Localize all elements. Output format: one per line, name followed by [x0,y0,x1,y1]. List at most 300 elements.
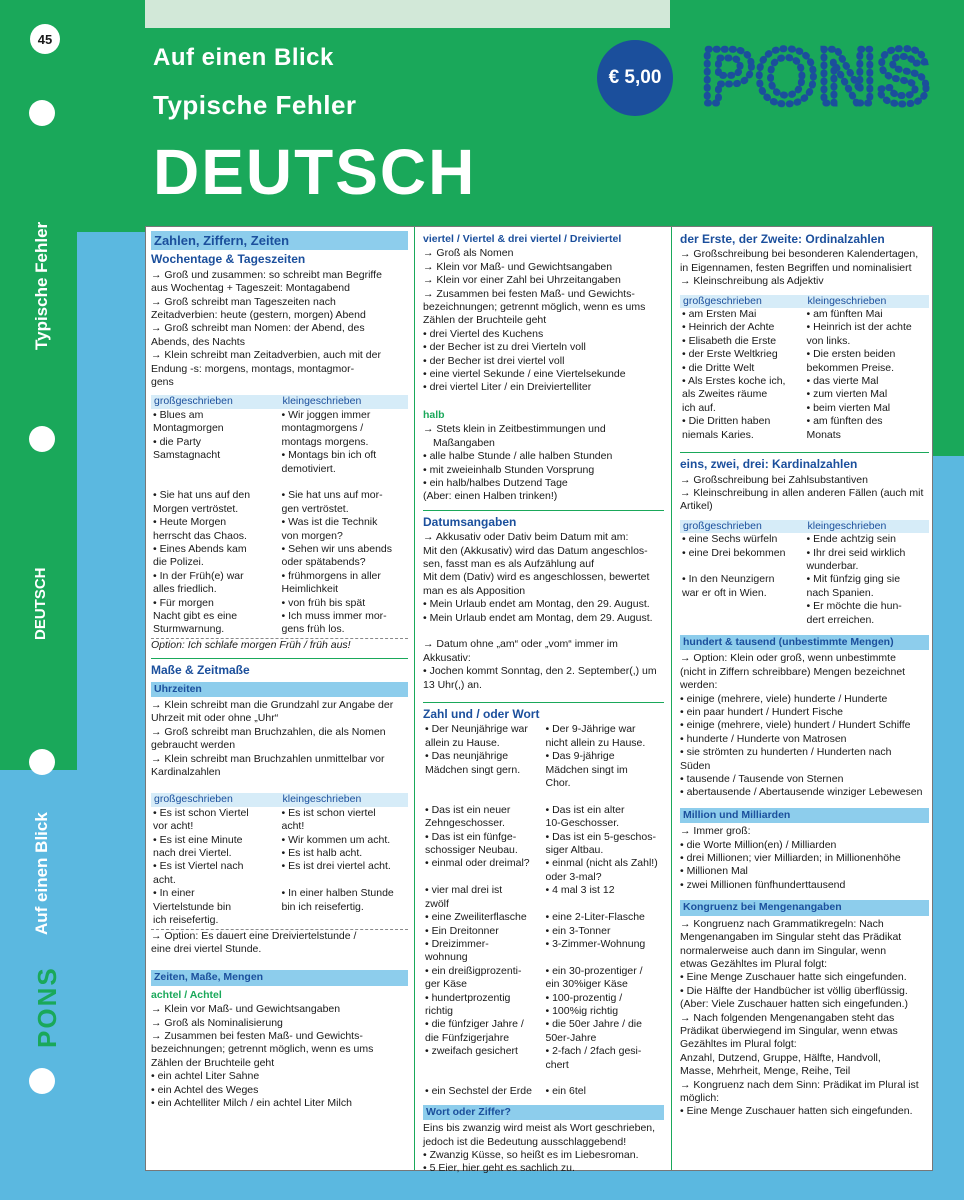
text-line: → Klein schreibt man Zeitadverbien, auch mit der [151,349,381,362]
text-line: gebraucht werden [151,739,236,752]
table-header [680,295,929,308]
text-line: Zählen der Bruchteile geht [151,1056,275,1069]
text-line: ich auf. [682,401,716,414]
text-line: • Das ist ein alter [545,803,625,816]
text-line: jedoch ist die Bedeutung ausschlaggebend! [423,1135,627,1148]
text-line: Morgen vertröstet. [153,502,239,515]
option-note [151,930,408,957]
text-block [680,248,929,288]
subheading: achtel / Achtel [151,988,222,1001]
col-head: kleingeschrieben [282,793,362,806]
text-line: • Das neunjährige [425,750,509,763]
text-line: • vier mal drei ist [425,884,503,897]
text-line: • eine viertel Sekunde / eine Viertelsekunde [423,368,626,381]
text-line: • 2-fach / 2fach gesi- [545,1045,642,1058]
text-line: • Heinrich der Achte [682,321,775,334]
text-line: • ein 30-prozentiger / [545,964,643,977]
text-line: • Was ist die Technik [281,516,378,529]
text-line: war er oft in Wien. [682,586,767,599]
text-line [282,914,409,927]
header-tab [145,0,670,28]
text-block [680,652,929,799]
text-line: • Wir kommen um acht. [281,833,391,846]
text-line: • die Party [153,435,202,448]
text-line: Mengenangaben im Singular steht das Prädikat [680,931,902,944]
text-line: • Das 9-jährige [545,750,615,763]
text-line: bin ich reisefertig. [281,900,364,913]
text-line: Mit den (Akkusativ) wird das Datum angeschlos- [423,544,648,557]
table-col [280,409,409,637]
text-line: ger Käse [425,978,468,991]
text-line: Nacht gibt es eine [153,609,238,622]
text-block [680,474,929,514]
text-line: • Sehen wir uns abends [281,542,392,555]
text-line: (Aber: Viele Zuschauer hatten sich eingefunden.) [680,998,909,1011]
text-line: • frühmorgens in aller [281,569,381,582]
pons-logo [702,37,940,113]
table-header [151,395,408,408]
text-line: • Es ist schon Viertel [153,806,249,819]
table-col [805,308,930,442]
text-line: (nicht in Ziffern schreibbare) Mengen bezeichnet [680,665,906,678]
page-title: DEUTSCH [153,136,477,208]
header-line1: Auf einen Blick [153,44,334,71]
text-line: nach drei Viertel. [153,847,232,860]
text-line: • Mein Urlaub endet am Montag, dem 29. August. [423,611,653,624]
text-line: • eine Sechs würfeln [682,533,778,546]
text-line: • Elisabeth die Erste [682,334,777,347]
text-line: → Großschreibung bei besonderen Kalendertagen, [680,248,919,261]
text-line: • Die Hälfte der Handbücher ist völlig überflüssig. [680,984,908,997]
text-line [682,614,805,627]
text-line: • die Dritte Welt [682,361,755,374]
text-line: → Klein vor Maß- und Gewichtsangaben [151,1003,341,1016]
text-line: → Kongruenz nach dem Sinn: Prädikat im Plural ist [680,1078,919,1091]
text-line: bezeichnungen; getrennt möglich, wenn es ums [423,301,646,314]
text-line: Monats [806,428,841,441]
table-header [151,793,408,806]
text-line: • Der Neunjährige war [425,723,528,736]
text-line: → Nach folgenden Mengenangaben steht das [680,1011,895,1024]
text-line: → Datum ohne „am“ oder „vom“ immer im [423,638,618,651]
binder-hole [29,749,55,775]
text-line: gens früh los. [281,623,345,636]
text-line [425,777,544,790]
text-line: • Mit fünfzig ging sie [806,573,901,586]
text-line: • Jochen kommt Sonntag, den 2. September(,) um [423,665,657,678]
text-line: Sturmwarnung. [153,623,225,636]
table-col [544,723,665,1098]
text-block [151,269,408,390]
text-line: → Groß und zusammen: so schreibt man Begriffe [151,268,382,281]
text-line [153,463,280,476]
text-line: • Sie hat uns auf den [153,489,251,502]
text-line: • ein dreißigprozenti- [425,964,522,977]
text-line: • ein Sechstel der Erde [425,1085,532,1098]
text-block [151,1003,408,1110]
text-line: • Montags bin ich oft [281,449,377,462]
text-line: • Es ist Viertel nach [153,860,244,873]
text-line: Artikel) [680,500,713,513]
col-head: kleingeschrieben [807,519,887,532]
table [680,533,929,627]
text-line [546,790,665,803]
text-line [546,951,665,964]
bar-heading: Uhrzeiten [151,682,408,697]
content-card [145,226,933,1175]
page-number: 45 [30,24,60,54]
text-line: Mädchen singt gern. [425,763,521,776]
text-line: • Es ist schon viertel [281,806,376,819]
text-line: Prädikat überwiegend im Singular, wenn etwas [680,1024,898,1037]
text-line: • Ich muss immer mor- [281,609,387,622]
text-line: Akkusativ: [423,651,471,664]
text-line: • Für morgen [153,596,214,609]
text-line: von links. [806,334,851,347]
text-line: allein zu Hause. [425,736,500,749]
sidebar-label-mid: DEUTSCH [32,567,49,640]
table-header [680,520,929,533]
text-line: gen vertröstet. [281,502,349,515]
text-line: chert [545,1058,569,1071]
col-head: großgeschrieben [683,519,762,532]
text-line: • 100%ig richtig [545,1004,619,1017]
table-col [280,807,409,928]
column-1 [151,227,408,1170]
text-line [282,874,409,887]
text-line: dert erreichen. [806,613,875,626]
price-badge: € 5,00 [597,40,673,116]
text-block [423,247,664,394]
text-line: • Wir joggen immer [281,408,371,421]
subheading: halb [423,408,445,421]
text-line: • von früh bis spät [281,596,366,609]
col-head: großgeschrieben [154,395,233,408]
table [151,409,408,637]
text-line: die Fünfzigerjahre [425,1031,510,1044]
text-line: wohnung [425,951,468,964]
bar-heading: Million und Milliarden [680,808,929,823]
text-line: nach Spanien. [806,586,874,599]
text-line: • der Becher ist zu drei Vierteln voll [423,341,586,354]
bar-heading: Kongruenz bei Mengenangaben [680,900,929,915]
text-line: • alle halbe Stunde / alle halben Stunden [423,450,613,463]
text-line: normalerweise auch dann im Singular, wenn [680,944,887,957]
text-line: • drei viertel Liter / ein Dreiviertelliter [423,381,592,394]
bar-heading: hundert & tausend (unbestimmte Mengen) [680,635,929,650]
binder-hole [29,1068,55,1094]
text-line: → Klein vor Maß- und Gewichtsangaben [423,260,613,273]
text-line: → Immer groß: [680,825,751,838]
text-line: ich reisefertig. [153,914,219,927]
col-head: kleingeschrieben [282,395,362,408]
text-line: • Es ist halb acht. [281,847,363,860]
text-line: in Eigennamen, festen Begriffen und nominalisiert [680,261,912,274]
text-line: • Blues am [153,408,204,421]
text-line: → Zusammen bei festen Maß- und Gewichts- [151,1029,363,1042]
text-line: Eins bis zwanzig wird meist als Wort geschrieben, [423,1122,656,1135]
text-line: • drei Viertel des Kuchens [423,327,544,340]
text-line: → Groß schreibt man Bruchzahlen, die als Nomen [151,725,386,738]
text-line: aus Wochentag + Tageszeit: Montagabend [151,282,350,295]
subheading: Zahl und / oder Wort [423,707,540,721]
text-line: • 5 Eier, hier geht es sachlich zu. [423,1162,575,1175]
text-line: • 100-prozentig / [545,991,623,1004]
text-line: • Ihr drei seid wirklich [806,546,906,559]
text-line: zwölf [425,897,449,910]
sidebar-logo: PONS [32,966,62,1048]
text-line: • Der 9-Jährige war [545,723,636,736]
text-line: • Heute Morgen [153,516,227,529]
binder-hole [29,100,55,126]
col-head: großgeschrieben [154,793,233,806]
text-line: • ein achtel Liter Sahne [151,1070,260,1083]
text-line: → Kongruenz nach Grammatikregeln: Nach [680,917,884,930]
table-col [680,533,805,627]
text-line: → Groß als Nomen [423,247,514,260]
subheading: eins, zwei, drei: Kardinalzahlen [680,457,858,472]
text-line: • der Erste Weltkrieg [682,348,778,361]
text-line: ein 30%iger Käse [545,978,628,991]
text-line: → Klein vor einer Zahl bei Uhrzeitangaben [423,274,621,287]
text-line: • Zwanzig Küsse, so heißt es im Liebesroman. [423,1149,639,1161]
text-line: • Eine Menge Zuschauer hatten sich eingefunden. [680,1105,913,1118]
text-line: → Klein schreibt man die Grundzahl zur Angabe der [151,699,394,711]
text-line: niemals Karies. [682,428,754,441]
text-line: • die 50er Jahre / die [545,1018,642,1031]
text-line: • am fünften des [806,415,883,428]
text-line: • Eine Menge Zuschauer hatte sich eingefunden. [680,971,907,984]
text-line: Viertelstunde bin [153,900,232,913]
text-line: • zwei Millionen fünfhunderttausend [680,878,846,891]
text-line: • einmal oder dreimal? [425,857,530,870]
text-line: Zählen der Bruchteile geht [423,314,547,327]
text-line: • ein Achtelliter Milch / ein achtel Liter Milch [151,1096,352,1109]
text-line: • einmal (nicht als Zahl!) [545,857,658,870]
text-line: • In den Neunzigern [682,573,775,586]
text-line: bekommen Preise. [806,361,895,374]
text-line: Chor. [545,777,571,790]
text-line: • Er möchte die hun- [806,600,902,613]
text-line: montags morgens. [281,435,369,448]
col-head: kleingeschrieben [807,294,887,307]
text-line: → Option: Es dauert eine Dreiviertelstunde / [151,929,357,942]
table [151,807,408,928]
text-line [546,898,665,911]
text-line: eine drei viertel Stunde. [151,942,262,955]
text-line: → Kleinschreibung in allen anderen Fällen (auch mit [680,486,924,499]
text-line: → Klein schreibt man Bruchzahlen unmittelbar vor [151,752,385,765]
text-line: oder 3-mal? [545,870,602,883]
text-line: • In einer [153,887,195,900]
sidebar-label-bottom: Auf einen Blick [32,812,51,935]
text-line: Anzahl, Dutzend, Gruppe, Hälfte, Handvoll, [680,1051,881,1064]
text-line: • die fünfziger Jahre / [425,1018,524,1031]
text-line: herrscht das Chaos. [153,529,247,542]
text-line: von morgen? [281,529,343,542]
text-block [423,423,664,503]
text-line: • Ein Dreitonner [425,924,499,937]
text-line: Samstagnacht [153,449,221,462]
binder-hole [29,426,55,452]
text-line: → Akkusativ oder Dativ beim Datum mit am: [423,531,629,544]
text-line: • In der Früh(e) war [153,569,244,582]
table-col [151,807,280,928]
text-line: • Die ersten beiden [806,348,896,361]
text-line: montagmorgens / [281,422,364,435]
text-line: • zum vierten Mal [806,388,888,401]
text-block [680,825,929,892]
text-block [423,1122,664,1176]
text-line: • einige (mehrere, viele) hunderte / Hunderte [680,692,888,705]
text-line: • hunderte / Hunderte von Matrosen [680,732,847,745]
text-line: Mädchen singt im [545,763,628,776]
text-line: nicht allein zu Hause. [545,736,646,749]
text-line: • hundertprozentig [425,991,511,1004]
text-line: • die Worte Million(en) / Milliarden [680,838,837,851]
text-line [282,476,409,489]
text-line: Endung -s: morgens, montags, montagmor- [151,362,355,375]
text-line [682,560,805,573]
text-line: oder spätabends? [281,556,366,569]
text-line: Abends, des Nachts [151,335,245,348]
sidebar-green-band [0,0,77,440]
subheading: Maße & Zeitmaße [151,663,250,678]
text-line: • ein 3-Tonner [545,924,611,937]
table [423,723,664,1098]
text-line: Masse, Mehrheit, Menge, Reihe, Teil [680,1065,851,1078]
table-col [151,409,280,637]
text-line: • Es ist eine Minute [153,833,243,846]
text-line: Zehngeschosser. [425,817,505,830]
text-line: • Die Dritten haben [682,415,771,428]
text-line: schossiger Neubau. [425,844,518,857]
text-line: • beim vierten Mal [806,401,891,414]
text-line: werden: [680,679,718,692]
text-line: etwas Gezähltes im Plural folgt: [680,957,828,970]
text-line: vor acht! [153,820,194,833]
text-line: • Dreizimmer- [425,937,489,950]
text-line: → Option: Klein oder groß, wenn unbestimmte [680,652,896,665]
text-block [680,918,929,1119]
text-block [151,699,408,779]
text-line: • tausende / Tausende von Sternen [680,773,844,786]
text-line: • Das ist ein fünfge- [425,830,517,843]
text-line: möglich: [680,1091,720,1104]
table-col [680,308,805,442]
text-line: • Das ist ein 5-geschos- [545,830,656,843]
bar-heading: Wort oder Ziffer? [423,1105,664,1120]
table-col [805,533,930,627]
subheading: Wochentage & Tageszeiten [151,252,306,267]
text-line: acht! [281,820,305,833]
text-line: 10-Geschosser. [545,817,620,830]
text-line: • mit zweieinhalb Stunden Vorsprung [423,463,595,476]
text-line: Heimlichkeit [281,583,339,596]
text-line: • am Ersten Mai [682,308,757,321]
text-line: → Kleinschreibung als Adjektiv [680,275,824,288]
text-line: als Zweites räume [682,388,768,401]
text-line: bezeichnungen; getrennt möglich, wenn es ums [151,1043,374,1056]
right-edge-band [933,226,964,456]
text-line: • zweifach gesichert [425,1045,518,1058]
text-line [425,1072,544,1085]
column-2 [414,227,664,1175]
text-line: gens [151,376,174,389]
text-line: • Eines Abends kam [153,542,247,555]
text-line: die Polizei. [153,556,204,569]
text-line: • In einer halben Stunde [281,887,394,900]
text-line: • 3-Zimmer-Wohnung [545,937,646,950]
text-line: • Mein Urlaub endet am Montag, den 29. August. [423,598,650,611]
text-line: man es als Apposition [423,584,526,597]
text-line: Mit dem (Dativ) wird es angeschlossen, bewertet [423,571,650,584]
text-line: 50er-Jahre [545,1031,597,1044]
table-col [423,723,544,1098]
subheading: der Erste, der Zweite: Ordinalzahlen [680,232,885,246]
text-line: Montagmorgen [153,422,224,435]
text-block [423,531,664,692]
option-note: Option: Ich schlafe morgen Früh / früh aus! [151,638,351,651]
logo-text: PONS [702,37,932,113]
text-line: → Zusammen bei festen Maß- und Gewichts- [423,287,635,300]
text-line: • Das ist ein neuer [425,803,511,816]
subheading: Datumsangaben [423,514,517,529]
text-line [425,1059,544,1072]
sidebar [0,0,77,1200]
sidebar-label-top: Typische Fehler [32,221,51,350]
text-line: (Aber: einen Halben trinken!) [423,490,558,503]
text-line: Gezähltes im Plural folgt: [680,1038,797,1051]
text-line: • der Becher ist drei viertel voll [423,354,565,367]
text-line: • Es ist drei viertel acht. [281,860,391,873]
text-line: → Groß schreibt man Tageszeiten nach [151,295,336,308]
text-line: • eine 2-Liter-Flasche [545,911,645,924]
text-line: • sie strömten zu hunderten / Hunderten nach [680,746,892,759]
bar-heading: Zeiten, Maße, Mengen [151,970,408,985]
text-line: • Ende achtzig sein [806,533,896,546]
text-line [546,1072,665,1085]
text-line: • ein paar hundert / Hundert Fische [680,706,844,718]
text-line: → Groß schreibt man Nomen: der Abend, des [151,322,365,335]
text-line: wunderbar. [806,559,859,572]
text-line [153,476,280,489]
text-line [423,625,664,638]
text-line: • Sie hat uns auf mor- [281,489,383,502]
text-line: • einige (mehrere, viele) hundert / Hundert Schiffe [680,719,911,732]
text-line: Süden [680,759,711,772]
text-line: • ein 6tel [545,1085,586,1098]
section-title: Zahlen, Ziffern, Zeiten [151,231,408,250]
text-line: → Großschreibung bei Zahlsubstantiven [680,473,868,486]
text-line: demotiviert. [281,462,336,475]
table [680,308,929,442]
text-line: • abertausende / Abertausende winziger Lebewesen [680,786,923,799]
text-line: Uhrzeit mit oder ohne „Uhr“ [151,712,279,725]
text-line: Kardinalzahlen [151,766,221,779]
text-line: Zeitadverbien: heute (gestern, morgen) Abend [151,309,366,322]
text-line: • das vierte Mal [806,375,879,388]
text-line: • eine Drei bekommen [682,546,786,559]
text-line: • am fünften Mai [806,308,883,321]
text-line: → Stets klein in Zeitbestimmungen und Maßangaben [423,423,606,449]
text-line: alles friedlich. [153,583,217,596]
text-line: richtig [425,1004,454,1017]
text-line [425,871,544,884]
text-line: → Groß als Nominalisierung [151,1016,283,1029]
text-line: • Millionen Mal [680,865,748,878]
text-line: sen, fasst man es als Aufzählung auf [423,557,595,570]
